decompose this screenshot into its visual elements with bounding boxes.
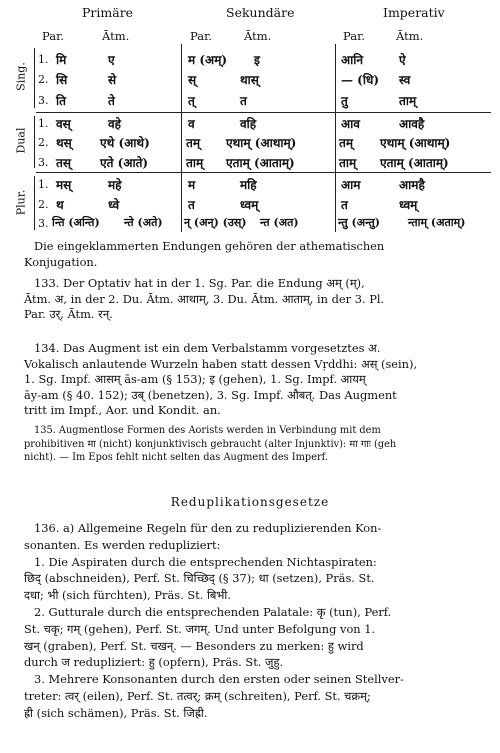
ending-cell: ऐ bbox=[399, 53, 406, 67]
group-label-plur: Plur. bbox=[14, 189, 28, 216]
ending-cell: न्ते (अते) bbox=[124, 216, 163, 229]
ending-cell: आमहै bbox=[399, 178, 425, 192]
ending-cell: एथे (आथे) bbox=[100, 136, 150, 150]
row-number: 3. bbox=[38, 156, 49, 169]
ending-cell: एताम् (आताम्) bbox=[226, 156, 295, 170]
ending-cell: वस् bbox=[56, 117, 71, 131]
table-rule bbox=[335, 44, 336, 232]
ending-cell: वहे bbox=[108, 117, 122, 131]
subheader-atm: Ātm. bbox=[244, 29, 272, 43]
ending-cell: ताम् bbox=[186, 156, 204, 170]
header-primaere: Primäre bbox=[82, 5, 134, 20]
header-sekundaere: Sekundäre bbox=[226, 5, 295, 20]
table-rule bbox=[181, 44, 182, 232]
ending-cell: ताम् bbox=[399, 94, 417, 108]
group-bracket bbox=[34, 48, 35, 108]
subheader-par: Par. bbox=[343, 29, 365, 43]
paragraph-133: 133. Der Optativ hat in der 1. Sg. Par. die Endung अम् (म्), Ātm. अ, in der 2. Du. Ātm. आथाम्, 3. Du. Ātm. आताम्, in der 3. Pl. Par. उर्, Ātm. रन्. bbox=[24, 276, 385, 322]
ending-cell: तु bbox=[341, 94, 348, 108]
ending-cell: सि bbox=[56, 73, 68, 87]
paragraph-135: 135. Augmentlose Formen des Aorists werden in Verbindung mit dem prohibitiven मा (nicht) konjunktivisch gebraucht (alter Injunktiv): मा गाः (geh nicht). — Im Epos fehlt nicht selten das Augment des Imperf. bbox=[24, 425, 397, 464]
ending-cell: व bbox=[188, 117, 195, 131]
row-number: 2. bbox=[38, 73, 49, 86]
table-rule bbox=[36, 172, 491, 173]
ending-cell: — (धि) bbox=[341, 73, 380, 87]
ending-cell: मस् bbox=[56, 178, 72, 192]
subheader-par: Par. bbox=[42, 29, 64, 43]
subheader-par: Par. bbox=[190, 29, 212, 43]
ending-cell: स् bbox=[188, 73, 197, 87]
table-rule bbox=[36, 112, 491, 113]
ending-cell: ताम् bbox=[339, 156, 357, 170]
ending-cell: ध्वे bbox=[108, 198, 120, 212]
ending-cell: एथाम् (आथाम्) bbox=[380, 136, 451, 150]
ending-cell: एताम् (आताम्) bbox=[380, 156, 449, 170]
row-number: 3. bbox=[38, 217, 49, 230]
ending-cell: ध्वम् bbox=[399, 198, 418, 212]
group-label-dual: Dual bbox=[14, 127, 28, 154]
ending-cell: न्ताम् (अताम्) bbox=[408, 216, 466, 229]
row-number: 1. bbox=[38, 53, 49, 66]
ending-cell: वहि bbox=[240, 117, 257, 131]
ending-cell: स्व bbox=[399, 73, 411, 87]
ending-cell: तस् bbox=[56, 156, 71, 170]
ending-cell: आवहै bbox=[399, 117, 425, 131]
row-number: 1. bbox=[38, 178, 49, 191]
ending-cell: त bbox=[240, 94, 247, 108]
ending-cell: मि bbox=[56, 53, 67, 67]
ending-cell: इ bbox=[254, 53, 260, 67]
ending-cell: थास् bbox=[240, 73, 259, 87]
row-number: 1. bbox=[38, 117, 49, 130]
ending-cell: त bbox=[188, 198, 195, 212]
paragraph-134: 134. Das Augment ist ein dem Verbalstamm vorgesetztes अ. Vokalisch anlautende Wurzeln haben statt dessen Vṛddhi: अस् (sein), 1. Sg. Impf. आसम् ās-am (§ 153); इ (gehen), 1. Sg. Impf. आयम् āy-am (§ 40. 152); उब् (benetzen), 3. Sg. Impf. औबत्. Das Augment tritt im Impf., Aor. und Kondit. an. bbox=[24, 341, 418, 418]
paragraph-136: 136. a) Allgemeine Regeln für den zu reduplizierenden Kon- sonanten. Es werden redupliziert: 1. Die Aspiraten durch die entsprechenden Nichtaspiraten: छिद् (abschneiden), Perf. St. चिच्छिद् (§ 37); धा (setzen), Präs. St. दधा; भी (sich fürchten), Präs. St. बिभी. 2. Gutturale durch die entsprechenden Palatale: कृ (tun), Perf. St. चकृ; गम् (gehen), Perf. St. जगम्. Und unter Befolgung von 1. खन् (graben), Perf. St. चखन्. — Besonders zu merken: हु wird durch ज redupliziert: हु (opfern), Präs. St. जुहु. 3. Mehrere Konsonanten durch den ersten oder seinen Stellver- treter: त्वर् (eilen), Perf. St. तत्वर्; क्रम् (schreiten), Perf. St. चक्रम्; ह्री (sich schämen), Präs. St. जिह्री. bbox=[24, 521, 404, 720]
ending-cell: आव bbox=[341, 117, 360, 131]
ending-cell: एते (आते) bbox=[100, 156, 149, 170]
ending-cell: महि bbox=[240, 178, 257, 192]
ending-cell: न्तु (अन्तु) bbox=[338, 216, 380, 229]
ending-cell: आम bbox=[341, 178, 361, 192]
header-imperativ: Imperativ bbox=[383, 5, 445, 20]
row-number: 3. bbox=[38, 94, 49, 107]
group-bracket bbox=[34, 176, 35, 230]
ending-cell: थ bbox=[56, 198, 64, 212]
row-number: 2. bbox=[38, 136, 49, 149]
ending-cell: ति bbox=[56, 94, 66, 108]
ending-cell: एथाम् (आथाम्) bbox=[226, 136, 297, 150]
ending-cell: ए bbox=[108, 53, 115, 67]
ending-cell: न्त (अत) bbox=[260, 216, 299, 229]
ending-cell: म (अम्) bbox=[188, 53, 228, 67]
section-heading: Reduplikationsgesetze bbox=[170, 495, 330, 509]
table-note: Die eingeklammerten Endungen gehören der athematischen Konjugation. bbox=[24, 239, 385, 269]
ending-cell: न् (अन्) (उस्) bbox=[184, 216, 247, 229]
ending-cell: न्ति (अन्ति) bbox=[52, 216, 100, 229]
row-number: 2. bbox=[38, 198, 49, 211]
ending-cell: महे bbox=[108, 178, 122, 192]
ending-cell: म bbox=[188, 178, 196, 192]
ending-cell: ते bbox=[108, 94, 115, 108]
ending-cell: थस् bbox=[56, 136, 72, 150]
group-label-sing: Sing. bbox=[14, 62, 28, 91]
ending-cell: त bbox=[341, 198, 348, 212]
ending-cell: ध्वम् bbox=[240, 198, 259, 212]
group-bracket bbox=[34, 116, 35, 168]
subheader-atm: Ātm. bbox=[102, 29, 130, 43]
ending-cell: से bbox=[108, 73, 117, 87]
ending-cell: तम् bbox=[186, 136, 201, 150]
ending-cell: तम् bbox=[339, 136, 354, 150]
subheader-atm: Ātm. bbox=[396, 29, 424, 43]
ending-cell: त् bbox=[188, 94, 195, 108]
ending-cell: आनि bbox=[341, 53, 364, 67]
